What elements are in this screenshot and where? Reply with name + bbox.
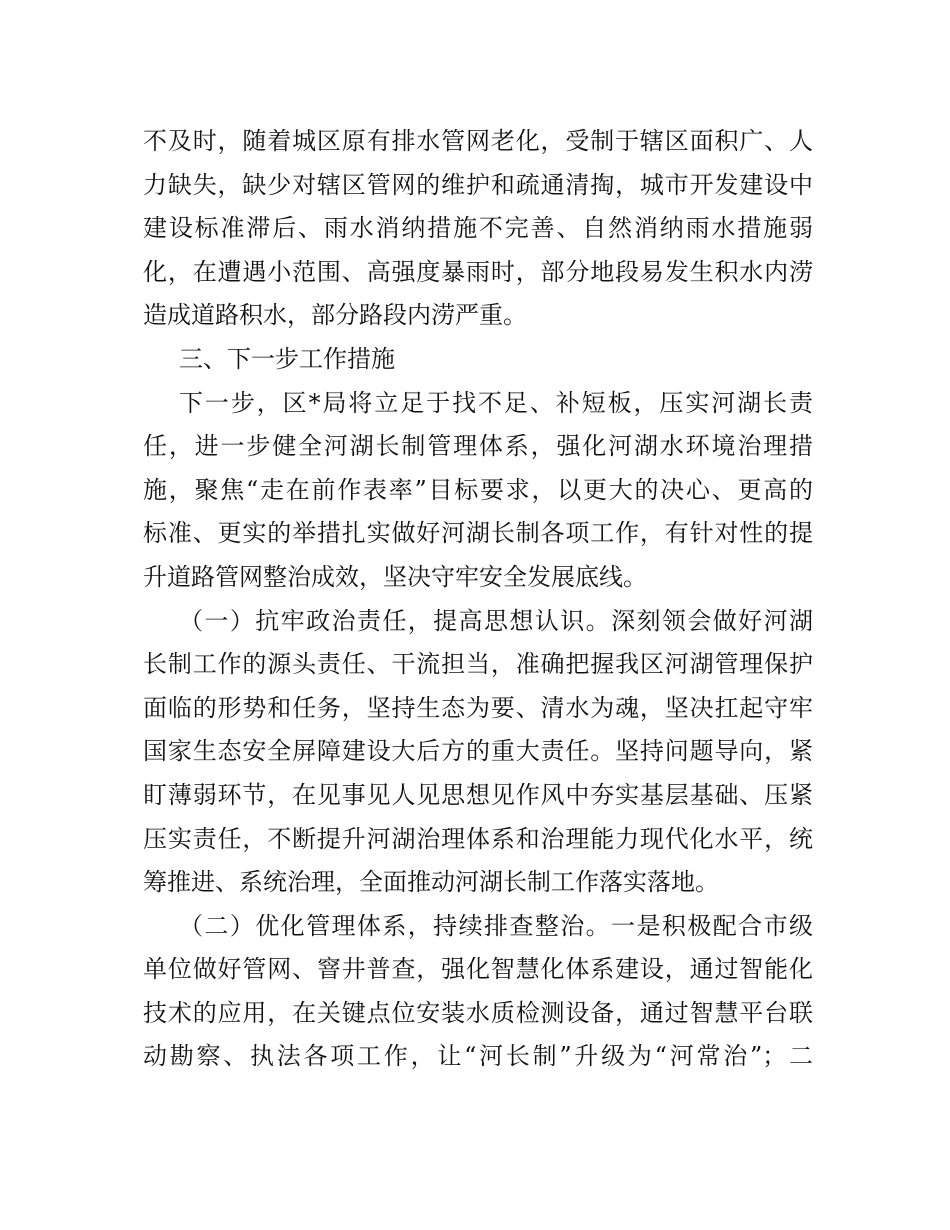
text-line: 动勘察、执法各项工作，让“河长制”升级为“河常治”；二: [143, 1042, 813, 1071]
text-line: 单位做好管网、窨井普查，强化智慧化体系建设，通过智能化: [143, 955, 813, 984]
text-line: 筹推进、系统治理，全面推动河湖长制工作落实落地。: [143, 868, 719, 897]
document-body: [143, 120, 813, 1079]
text-line: 压实责任，不断提升河湖治理体系和治理能力现代化水平，统: [143, 824, 813, 853]
text-line: 升道路管网整治成效，坚决守牢安全发展底线。: [143, 562, 647, 591]
text-line: 长制工作的源头责任、干流担当，准确把握我区河湖管理保护: [143, 650, 813, 679]
text-line: 盯薄弱环节，在见事见人见思想见作风中夯实基层基础、压紧: [143, 780, 813, 809]
text-line: 面临的形势和任务，坚持生态为要、清水为魂，坚决扛起守牢: [143, 693, 813, 722]
paragraph-item-1: [143, 600, 813, 905]
text-line: 造成道路积水，部分路段内涝严重。: [143, 301, 527, 330]
text-line: 施，聚焦“走在前作表率”目标要求，以更大的决心、更高的: [143, 475, 813, 504]
paragraph-continuation: [143, 120, 813, 338]
text-line: 不及时，随着城区原有排水管网老化，受制于辖区面积广、人: [143, 127, 813, 155]
text-line: 化，在遭遇小范围、高强度暴雨时，部分地段易发生积水内涝: [143, 257, 813, 286]
text-line: 建设标准滞后、雨水消纳措施不完善、自然消纳雨水措施弱: [143, 214, 813, 243]
text-line: 国家生态安全屏障建设大后方的重大责任。坚持问题导向，紧: [143, 737, 813, 766]
text-line: 力缺失，缺少对辖区管网的维护和疏通清掏，城市开发建设中: [143, 170, 813, 199]
section-heading: [143, 338, 813, 382]
text-line: 技术的应用，在关键点位安装水质检测设备，通过智慧平台联: [143, 998, 813, 1027]
text-line: 下一步，区*局将立足于找不足、补短板，压实河湖长责: [179, 388, 813, 417]
text-line: 任，进一步健全河湖长制管理体系，强化河湖水环境治理措: [143, 432, 813, 461]
text-line: （二）优化管理体系，持续排查整治。一是积极配合市级: [179, 911, 813, 940]
paragraph-next-steps: [143, 382, 813, 600]
text-line: （一）抗牢政治责任，提高思想认识。深刻领会做好河湖: [179, 606, 813, 635]
text-line: 标准、更实的举措扎实做好河湖长制各项工作，有针对性的提: [143, 519, 813, 548]
paragraph-item-2: [143, 905, 813, 1079]
heading-text: 三、下一步工作措施: [179, 344, 395, 373]
